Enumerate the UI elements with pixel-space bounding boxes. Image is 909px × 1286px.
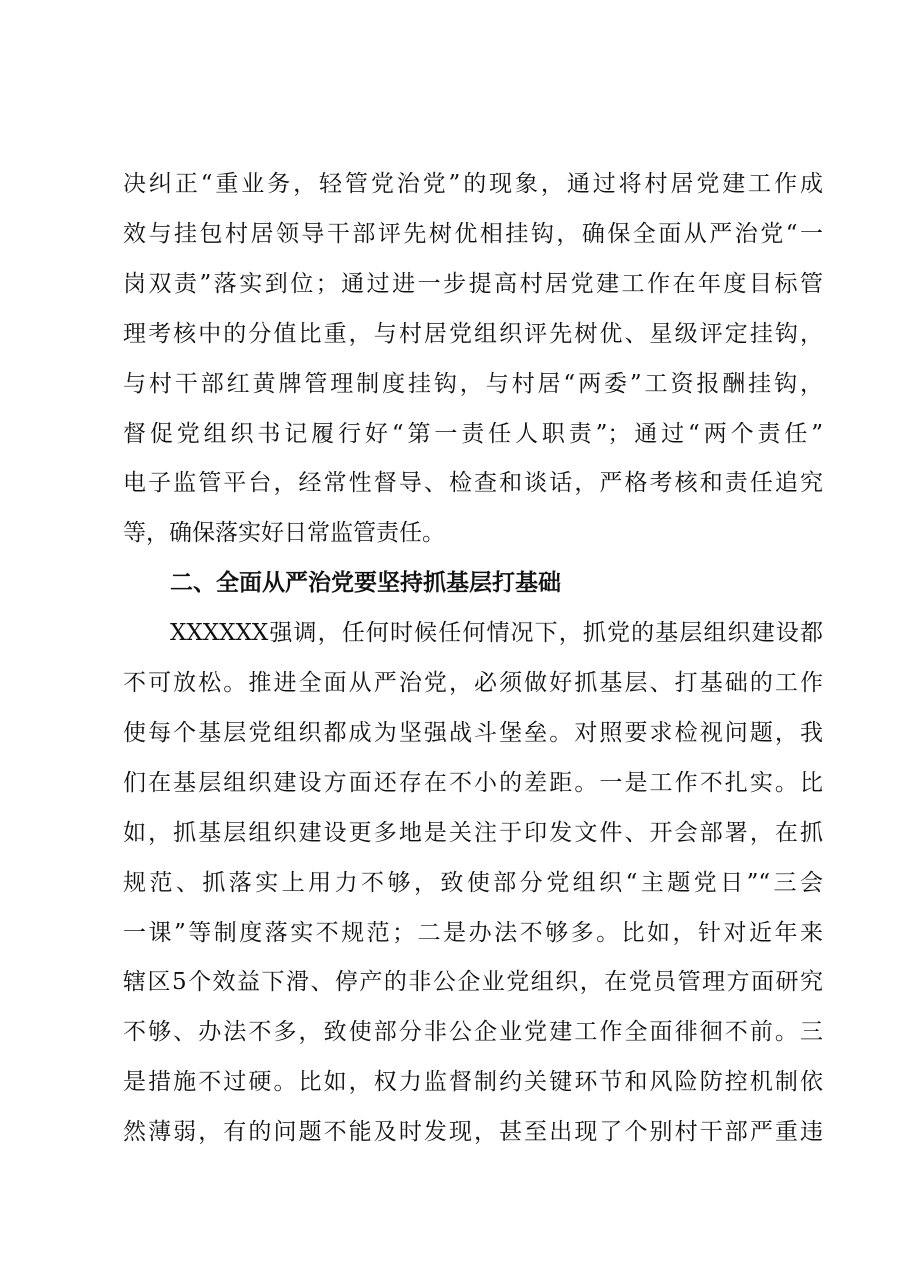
paragraph-1-line-5: 与村干部红黄牌管理制度挂钩，与村居“两委”工资报酬挂钩， [123,370,823,397]
paragraph-1-line-7: 电子监管平台，经常性督导、检查和谈话，严格考核和责任追究 [123,470,823,497]
paragraph-2-line-6: 规范、抓落实上用力不够，致使部分党组织“主题党日”“三会 [123,869,823,896]
paragraph-2-line-10: 是措施不过硬。比如，权力监督制约关键环节和风险防控机制依 [123,1069,823,1096]
paragraph-2-line-11: 然薄弱，有的问题不能及时发现，甚至出现了个别村干部严重违 [123,1119,823,1146]
paragraph-2-line-3: 使每个基层党组织都成为坚强战斗堡垒。对照要求检视问题，我 [123,719,823,746]
section-heading: 二、全面从严治党要坚持抓基层打基础 [170,570,561,597]
paragraph-1-line-6: 督促党组织书记履行好“第一责任人职责”；通过“两个责任” [123,420,823,447]
paragraph-2-line-4: 们在基层组织建设方面还存在不小的差距。一是工作不扎实。比 [123,769,823,796]
paragraph-2-line-5: 如，抓基层组织建设更多地是关注于印发文件、开会部署，在抓 [123,819,823,846]
paragraph-1-line-4: 理考核中的分值比重，与村居党组织评先树优、星级评定挂钩， [123,320,823,347]
paragraph-2-line-7: 一课”等制度落实不规范；二是办法不够多。比如，针对近年来 [123,919,823,946]
paragraph-2-line-2: 不可放松。推进全面从严治党，必须做好抓基层、打基础的工作 [123,670,823,696]
paragraph-1-line-2: 效与挂包村居领导干部评先树优相挂钩，确保全面从严治党“一 [123,220,823,247]
paragraph-2-line-9: 不够、办法不多，致使部分非公企业党建工作全面徘徊不前。三 [123,1019,823,1046]
paragraph-1-line-1: 决纠正“重业务，轻管党治党”的现象，通过将村居党建工作成 [123,171,823,197]
paragraph-1-line-8: 等，确保落实好日常监管责任。 [123,520,445,547]
paragraph-2-line-1: XXXXXX强调，任何时候任何情况下，抓党的基层组织建设都 [170,620,823,647]
paragraph-1-line-3: 岗双责”落实到位；通过进一步提高村居党建工作在年度目标管 [123,270,823,297]
paragraph-2-line-8: 辖区5个效益下滑、停产的非公企业党组织，在党员管理方面研究 [123,969,823,996]
